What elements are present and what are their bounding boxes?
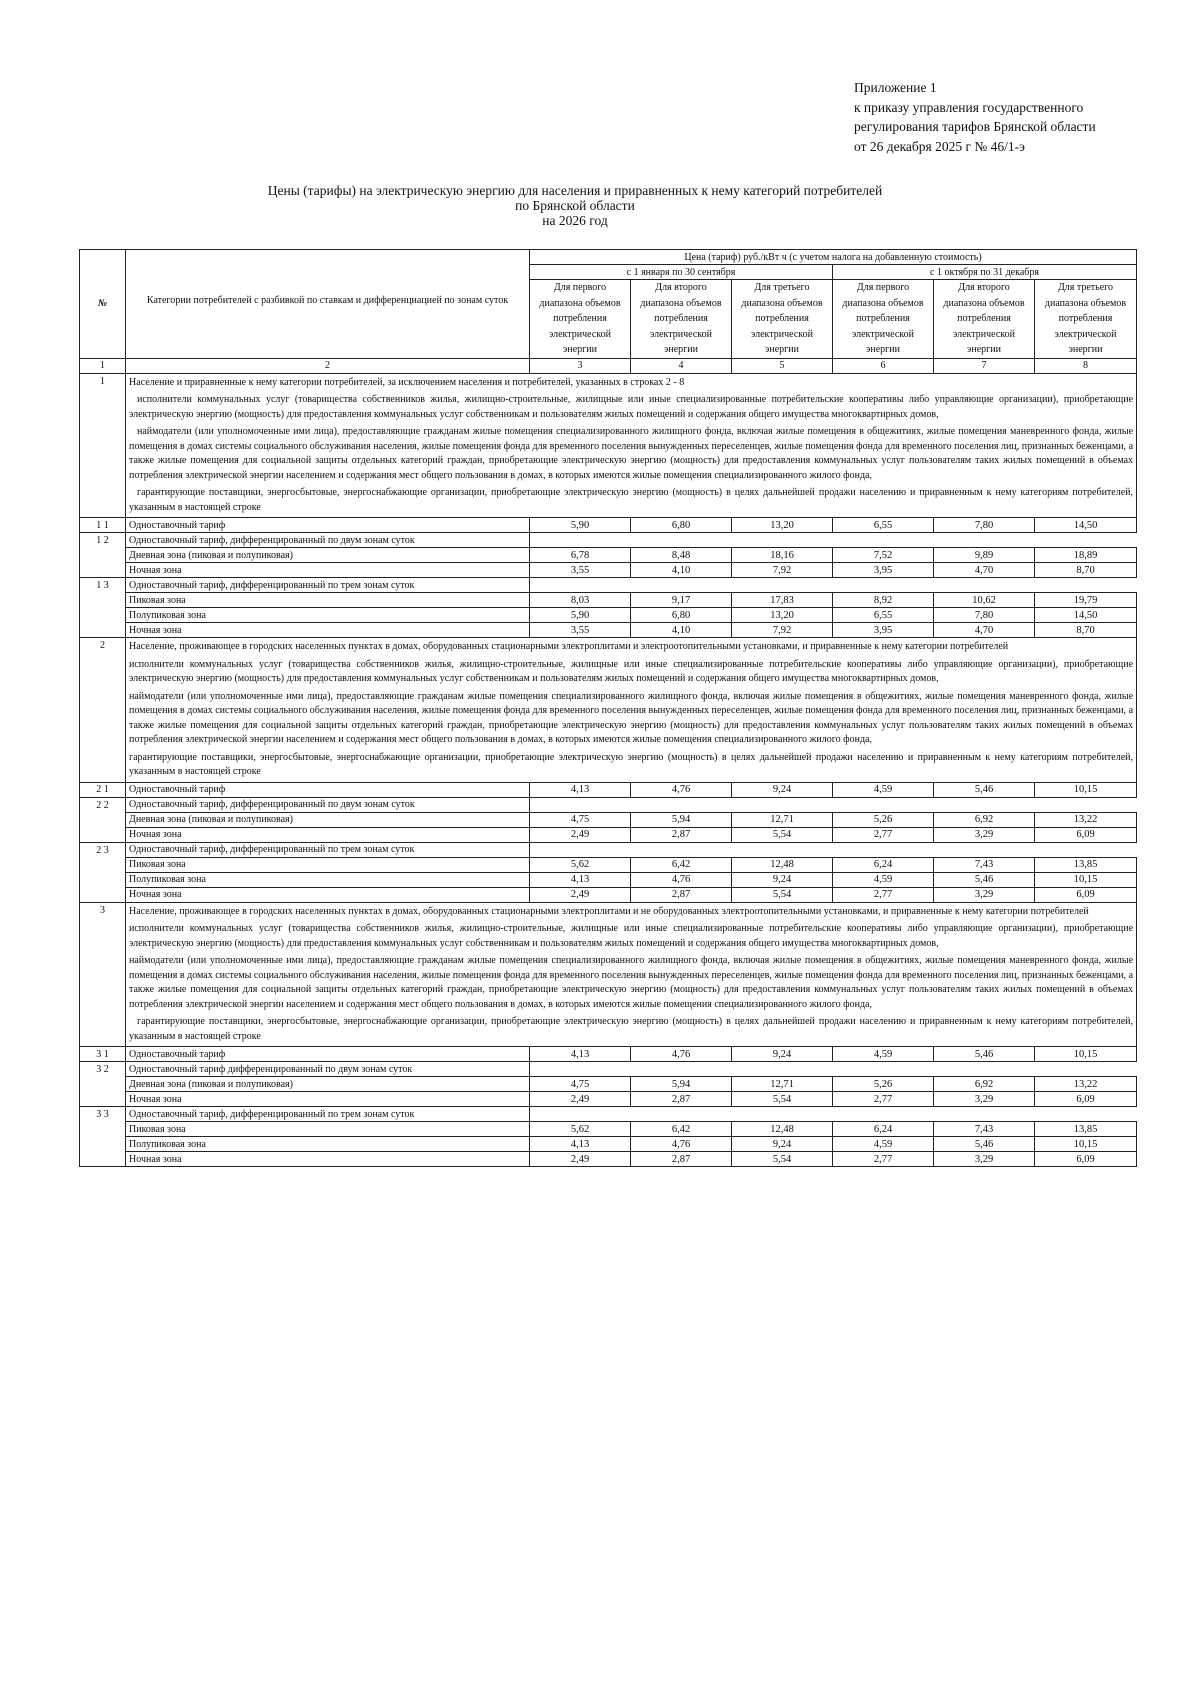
tariff-value: 9,24 xyxy=(732,1137,833,1152)
section-title: Население и приравненные к нему категории потребителей, за исключением населения и потребителей, указанных в строках 2 - 8 xyxy=(129,376,685,388)
tariff-value: 2,77 xyxy=(833,827,934,842)
row-label: Ночная зона xyxy=(126,887,530,902)
column-index: 2 xyxy=(126,358,530,373)
tariff-value: 8,70 xyxy=(1035,563,1137,578)
two-zone-heading-row xyxy=(80,533,1137,548)
tariff-value: 9,24 xyxy=(732,1047,833,1062)
tariff-value: 8,92 xyxy=(833,593,934,608)
header-number: № xyxy=(80,250,126,359)
zone-row xyxy=(80,827,1137,842)
tariff-value: 5,46 xyxy=(934,782,1035,797)
tariff-value: 19,79 xyxy=(1035,593,1137,608)
tariff-value: 13,85 xyxy=(1035,1122,1137,1137)
tariff-value: 10,62 xyxy=(934,593,1035,608)
tariff-value: 4,76 xyxy=(631,1047,732,1062)
section-2 xyxy=(80,638,1137,903)
header-band-2: Для второго диапазона объемов потребления электрической энергии xyxy=(934,280,1035,359)
zone-row xyxy=(80,1077,1137,1092)
section-description-row xyxy=(80,902,1137,1047)
section-description xyxy=(126,638,1137,783)
row-label: Одноставочный тариф, дифференцированный по двум зонам суток xyxy=(126,797,530,812)
zone-row xyxy=(80,1152,1137,1167)
row-label: Ночная зона xyxy=(126,827,530,842)
tariff-value: 2,49 xyxy=(530,887,631,902)
tariff-value: 5,46 xyxy=(934,872,1035,887)
tariff-value: 6,55 xyxy=(833,518,934,533)
tariff-value: 3,29 xyxy=(934,1152,1035,1167)
row-label: Полупиковая зона xyxy=(126,872,530,887)
zone-row xyxy=(80,872,1137,887)
tariff-value: 4,13 xyxy=(530,872,631,887)
section-paragraph: гарантирующие поставщики, энергосбытовые, энергоснабжающие организации, приобретающие электрическую энергию (мощность) в целях дальнейшей продажи населению и приравненным к нему категориям потребителей, указанным в настоящей строке xyxy=(129,487,1134,513)
row-number: 1 3 xyxy=(80,578,126,638)
row-label: Одноставочный тариф xyxy=(126,782,530,797)
tariff-value: 2,49 xyxy=(530,1152,631,1167)
single-rate-row xyxy=(80,782,1137,797)
tariff-value: 5,94 xyxy=(631,1077,732,1092)
tariff-value: 4,59 xyxy=(833,1047,934,1062)
section-3 xyxy=(80,902,1137,1167)
tariff-value: 2,77 xyxy=(833,887,934,902)
tariff-value: 5,54 xyxy=(732,827,833,842)
tariff-value: 8,03 xyxy=(530,593,631,608)
tariff-value: 14,50 xyxy=(1035,518,1137,533)
tariff-value: 5,26 xyxy=(833,812,934,827)
tariff-value: 3,55 xyxy=(530,563,631,578)
zone-row xyxy=(80,608,1137,623)
tariff-value: 4,13 xyxy=(530,782,631,797)
tariff-value: 5,54 xyxy=(732,1092,833,1107)
column-index: 5 xyxy=(732,358,833,373)
tariff-value: 5,26 xyxy=(833,1077,934,1092)
section-title: Население, проживающее в городских населенных пунктах в домах, оборудованных стационарными электроплитами и электроотопительными установками, и приравненные к нему категории потребителей xyxy=(129,641,1009,652)
two-zone-heading-row xyxy=(80,797,1137,812)
tariff-value: 9,24 xyxy=(732,782,833,797)
two-zone-heading-row xyxy=(80,1062,1137,1077)
tariff-value: 5,46 xyxy=(934,1047,1035,1062)
tariff-value: 7,92 xyxy=(732,623,833,638)
column-index: 3 xyxy=(530,358,631,373)
zone-row xyxy=(80,1092,1137,1107)
tariff-value: 8,48 xyxy=(631,548,732,563)
header-band-2: Для второго диапазона объемов потребления электрической энергии xyxy=(631,280,732,359)
tariff-value: 13,85 xyxy=(1035,857,1137,872)
tariff-value: 4,13 xyxy=(530,1137,631,1152)
section-description-row xyxy=(80,638,1137,783)
tariff-value: 7,92 xyxy=(732,563,833,578)
header-band-1: Для первого диапазона объемов потребления электрической энергии xyxy=(530,280,631,359)
tariff-value: 4,75 xyxy=(530,1077,631,1092)
column-index: 4 xyxy=(631,358,732,373)
row-label: Одноставочный тариф, дифференцированный по трем зонам суток xyxy=(126,578,530,593)
appendix-line-3: регулирования тарифов Брянской области xyxy=(854,119,1096,134)
tariff-value: 13,20 xyxy=(732,608,833,623)
tariff-value: 4,76 xyxy=(631,872,732,887)
tariff-value: 2,49 xyxy=(530,1092,631,1107)
tariff-value: 10,15 xyxy=(1035,1137,1137,1152)
tariff-value: 5,90 xyxy=(530,518,631,533)
header-period-1: с 1 января по 30 сентября xyxy=(530,265,833,280)
three-zone-heading-row xyxy=(80,842,1137,857)
tariff-value: 3,55 xyxy=(530,623,631,638)
tariff-value: 10,15 xyxy=(1035,1047,1137,1062)
tariff-value: 12,48 xyxy=(732,857,833,872)
header-period-2: с 1 октября по 31 декабря xyxy=(833,265,1137,280)
three-zone-heading-row xyxy=(80,1107,1137,1122)
appendix-line-4: от 26 декабря 2025 г № 46/1-э xyxy=(854,138,1025,154)
tariff-value: 4,75 xyxy=(530,812,631,827)
section-description xyxy=(126,902,1137,1047)
tariff-value: 18,16 xyxy=(732,548,833,563)
title-line-3: на 2026 год xyxy=(542,213,608,228)
zone-row xyxy=(80,812,1137,827)
section-paragraph: гарантирующие поставщики, энергосбытовые, энергоснабжающие организации, приобретающие электрическую энергию (мощность) в целях дальнейшей продажи населению и приравненным к нему категориям потребителей, указанным в настоящей строке xyxy=(129,1016,1134,1042)
tariff-value: 10,15 xyxy=(1035,872,1137,887)
single-rate-row xyxy=(80,1047,1137,1062)
tariff-table xyxy=(79,249,1137,1167)
tariff-value: 3,95 xyxy=(833,563,934,578)
tariff-value: 6,78 xyxy=(530,548,631,563)
row-label: Одноставочный тариф xyxy=(126,518,530,533)
tariff-value: 5,62 xyxy=(530,1122,631,1137)
row-label: Одноставочный тариф, дифференцированный по двум зонам суток xyxy=(126,533,530,548)
zone-row xyxy=(80,887,1137,902)
appendix-line-2: к приказу управления государственного xyxy=(854,99,1084,115)
row-label: Дневная зона (пиковая и полупиковая) xyxy=(126,812,530,827)
row-number: 2 3 xyxy=(80,842,126,902)
tariff-value: 6,24 xyxy=(833,857,934,872)
tariff-value: 6,09 xyxy=(1035,887,1137,902)
tariff-value: 6,42 xyxy=(631,857,732,872)
tariff-value: 6,80 xyxy=(631,518,732,533)
zone-row xyxy=(80,857,1137,872)
title-line-2: по Брянской области xyxy=(515,198,635,213)
tariff-value: 12,71 xyxy=(732,812,833,827)
tariff-value: 3,95 xyxy=(833,623,934,638)
tariff-value: 2,87 xyxy=(631,887,732,902)
column-index-row xyxy=(80,358,1137,373)
row-number: 3 2 xyxy=(80,1062,126,1107)
title-line-1: Цены (тарифы) на электрическую энергию для населения и приравненных к нему категорий потребителей xyxy=(267,183,883,198)
tariff-value: 4,10 xyxy=(631,563,732,578)
tariff-value: 4,70 xyxy=(934,623,1035,638)
tariff-value: 3,29 xyxy=(934,887,1035,902)
tariff-value: 17,83 xyxy=(732,593,833,608)
tariff-value: 12,71 xyxy=(732,1077,833,1092)
tariff-value: 3,29 xyxy=(934,1092,1035,1107)
tariff-value: 4,76 xyxy=(631,782,732,797)
zone-row xyxy=(80,563,1137,578)
zone-row xyxy=(80,1137,1137,1152)
tariff-value: 2,49 xyxy=(530,827,631,842)
column-index: 7 xyxy=(934,358,1035,373)
tariff-value: 4,76 xyxy=(631,1137,732,1152)
row-label: Ночная зона xyxy=(126,1092,530,1107)
tariff-value: 6,42 xyxy=(631,1122,732,1137)
column-index: 6 xyxy=(833,358,934,373)
header-price: Цена (тариф) руб./кВт ч (с учетом налога на добавленную стоимость) xyxy=(530,250,1137,265)
single-rate-row xyxy=(80,518,1137,533)
section-number: 2 xyxy=(80,638,126,783)
section-paragraph: исполнители коммунальных услуг (товарищества собственников жилья, жилищно-строительные, жилищные или иные специализированные потребительские кооперативы либо управляющие организации), приобретающие электрическую энергию (мощность) для предоставления коммунальных услуг собственникам и пользователям жилых помещений и содержания общего имущества многоквартирных домов, xyxy=(129,923,1134,949)
header-band-3: Для третьего диапазона объемов потребления электрической энергии xyxy=(1035,280,1137,359)
zone-row xyxy=(80,593,1137,608)
tariff-value: 9,24 xyxy=(732,872,833,887)
row-label: Одноставочный тариф дифференцированный по двум зонам суток xyxy=(126,1062,530,1077)
tariff-value: 14,50 xyxy=(1035,608,1137,623)
tariff-value: 6,09 xyxy=(1035,827,1137,842)
row-number: 1 2 xyxy=(80,533,126,578)
header-row-price xyxy=(80,250,1137,265)
appendix-header xyxy=(854,78,1184,156)
tariff-value: 10,15 xyxy=(1035,782,1137,797)
tariff-value: 5,94 xyxy=(631,812,732,827)
tariff-value: 6,92 xyxy=(934,812,1035,827)
row-number: 2 1 xyxy=(80,782,126,797)
row-label: Полупиковая зона xyxy=(126,1137,530,1152)
tariff-value: 5,90 xyxy=(530,608,631,623)
row-number: 3 1 xyxy=(80,1047,126,1062)
tariff-value: 5,54 xyxy=(732,1152,833,1167)
row-number: 3 3 xyxy=(80,1107,126,1167)
tariff-value: 5,46 xyxy=(934,1137,1035,1152)
section-paragraph: гарантирующие поставщики, энергосбытовые, энергоснабжающие организации, приобретающие электрическую энергию (мощность) в целях дальнейшей продажи населению и приравненным к нему категориям потребителей, указанным в настоящей строке xyxy=(129,751,1134,777)
row-label: Дневная зона (пиковая и полупиковая) xyxy=(126,548,530,563)
tariff-value: 6,09 xyxy=(1035,1092,1137,1107)
section-number: 1 xyxy=(80,373,126,518)
section-paragraph: наймодатели (или уполномоченные ими лица), предоставляющие гражданам жилые помещения специализированного жилищного фонда, включая жилые помещения в общежитиях, жилые помещения маневренного фонда, жилые помещения в домах системы социального обслуживания населения, жилые помещения фонда для временного поселения вынужденных переселенцев, жилые помещения фонда для временного поселения лиц, признанных беженцами, а также жилые помещения для социальной защиты отдельных категорий граждан, приобретающие электрическую энергию (мощность) для предоставления коммунальных услуг пользователям таких жилых помещений в объемах потребления электрической энергии населением и содержания мест общего пользования в домах, в которых имеются жилые помещения специализированного жилого фонда, xyxy=(129,426,1134,481)
tariff-value: 4,70 xyxy=(934,563,1035,578)
row-label: Одноставочный тариф xyxy=(126,1047,530,1062)
row-label: Ночная зона xyxy=(126,623,530,638)
tariff-value: 7,52 xyxy=(833,548,934,563)
header-band-1: Для первого диапазона объемов потребления электрической энергии xyxy=(833,280,934,359)
row-label: Пиковая зона xyxy=(126,857,530,872)
tariff-value: 8,70 xyxy=(1035,623,1137,638)
tariff-value: 3,29 xyxy=(934,827,1035,842)
section-1 xyxy=(80,373,1137,638)
zone-row xyxy=(80,623,1137,638)
tariff-value: 13,22 xyxy=(1035,812,1137,827)
section-title: Население, проживающее в городских населенных пунктах в домах, оборудованных стационарными электроплитами и не оборудованных электроотопительными установками, и приравненные к нему категории потребителей xyxy=(129,905,1089,917)
header-categories: Категории потребителей с разбивкой по ставкам и дифференциацией по зонам суток xyxy=(126,250,530,359)
section-paragraph: исполнители коммунальных услуг (товарищества собственников жилья, жилищно-строительные, жилищные или иные специализированные потребительские кооперативы либо управляющие организации), приобретающие электрическую энергию (мощность) для предоставления коммунальных услуг собственникам и пользователям жилых помещений и содержания общего имущества многоквартирных домов, xyxy=(129,394,1134,420)
tariff-value: 7,80 xyxy=(934,608,1035,623)
row-label: Пиковая зона xyxy=(126,1122,530,1137)
tariff-value: 2,87 xyxy=(631,827,732,842)
row-label: Ночная зона xyxy=(126,1152,530,1167)
section-description-row xyxy=(80,373,1137,518)
tariff-value: 2,87 xyxy=(631,1092,732,1107)
tariff-value: 4,59 xyxy=(833,1137,934,1152)
section-paragraph: исполнители коммунальных услуг (товарищества собственников жилья, жилищно-строительные, жилищные или иные специализированные потребительские кооперативы либо управляющие организации), приобретающие электрическую энергию (мощность) для предоставления коммунальных услуг собственникам и пользователям жилых помещений и содержания общего имущества многоквартирных домов, xyxy=(129,658,1134,684)
tariff-value: 18,89 xyxy=(1035,548,1137,563)
header-band-3: Для третьего диапазона объемов потребления электрической энергии xyxy=(732,280,833,359)
tariff-value: 13,22 xyxy=(1035,1077,1137,1092)
tariff-value: 4,59 xyxy=(833,782,934,797)
tariff-value: 12,48 xyxy=(732,1122,833,1137)
tariff-value: 5,62 xyxy=(530,857,631,872)
tariff-value: 9,89 xyxy=(934,548,1035,563)
tariff-value: 4,59 xyxy=(833,872,934,887)
tariff-value: 6,92 xyxy=(934,1077,1035,1092)
section-paragraph: наймодатели (или уполномоченные ими лица), предоставляющие гражданам жилые помещения специализированного жилищного фонда, включая жилые помещения в общежитиях, жилые помещения маневренного фонда, жилые помещения в домах системы социального обслуживания населения, жилые помещения фонда для временного поселения вынужденных переселенцев, жилые помещения фонда для временного поселения лиц, признанных беженцами, а также жилые помещения для социальной защиты отдельных категорий граждан, приобретающие электрическую энергию (мощность) для предоставления коммунальных услуг пользователям таких жилых помещений в объемах потребления электрической энергии населением и содержания мест общего пользования в домах, в которых имеются жилые помещения специализированного жилого фонда, xyxy=(129,690,1134,745)
row-label: Дневная зона (пиковая и полупиковая) xyxy=(126,1077,530,1092)
row-label: Полупиковая зона xyxy=(126,608,530,623)
tariff-value: 7,43 xyxy=(934,857,1035,872)
section-number: 3 xyxy=(80,902,126,1047)
tariff-value: 2,77 xyxy=(833,1152,934,1167)
tariff-value: 6,55 xyxy=(833,608,934,623)
tariff-value: 4,10 xyxy=(631,623,732,638)
three-zone-heading-row xyxy=(80,578,1137,593)
tariff-value: 4,13 xyxy=(530,1047,631,1062)
tariff-value: 5,54 xyxy=(732,887,833,902)
tariff-value: 9,17 xyxy=(631,593,732,608)
tariff-value: 7,43 xyxy=(934,1122,1035,1137)
appendix-line-1: Приложение 1 xyxy=(854,80,937,95)
tariff-value: 6,09 xyxy=(1035,1152,1137,1167)
section-description xyxy=(126,373,1137,518)
column-index: 8 xyxy=(1035,358,1137,373)
row-label: Ночная зона xyxy=(126,563,530,578)
tariff-value: 2,87 xyxy=(631,1152,732,1167)
row-number: 1 1 xyxy=(80,518,126,533)
tariff-value: 6,80 xyxy=(631,608,732,623)
zone-row xyxy=(80,548,1137,563)
tariff-value: 6,24 xyxy=(833,1122,934,1137)
row-number: 2 2 xyxy=(80,797,126,842)
row-label: Пиковая зона xyxy=(126,593,530,608)
document-title xyxy=(160,183,990,228)
tariff-value: 7,80 xyxy=(934,518,1035,533)
zone-row xyxy=(80,1122,1137,1137)
section-paragraph: наймодатели (или уполномоченные ими лица), предоставляющие гражданам жилые помещения специализированного жилищного фонда, включая жилые помещения в общежитиях, жилые помещения маневренного фонда, жилые помещения в домах системы социального обслуживания населения, жилые помещения фонда для временного поселения вынужденных переселенцев, жилые помещения фонда для временного поселения лиц, признанных беженцами, а также жилые помещения для социальной защиты отдельных категорий граждан, приобретающие электрическую энергию (мощность) для предоставления коммунальных услуг пользователям таких жилых помещений в объемах потребления электрической энергии населением и содержания мест общего пользования в домах, в которых имеются жилые помещения специализированного жилого фонда, xyxy=(129,955,1134,1010)
row-label: Одноставочный тариф, дифференцированный по трем зонам суток xyxy=(126,1107,530,1122)
tariff-value: 13,20 xyxy=(732,518,833,533)
tariff-value: 2,77 xyxy=(833,1092,934,1107)
row-label: Одноставочный тариф, дифференцированный по трем зонам суток xyxy=(126,842,530,857)
column-index: 1 xyxy=(80,358,126,373)
